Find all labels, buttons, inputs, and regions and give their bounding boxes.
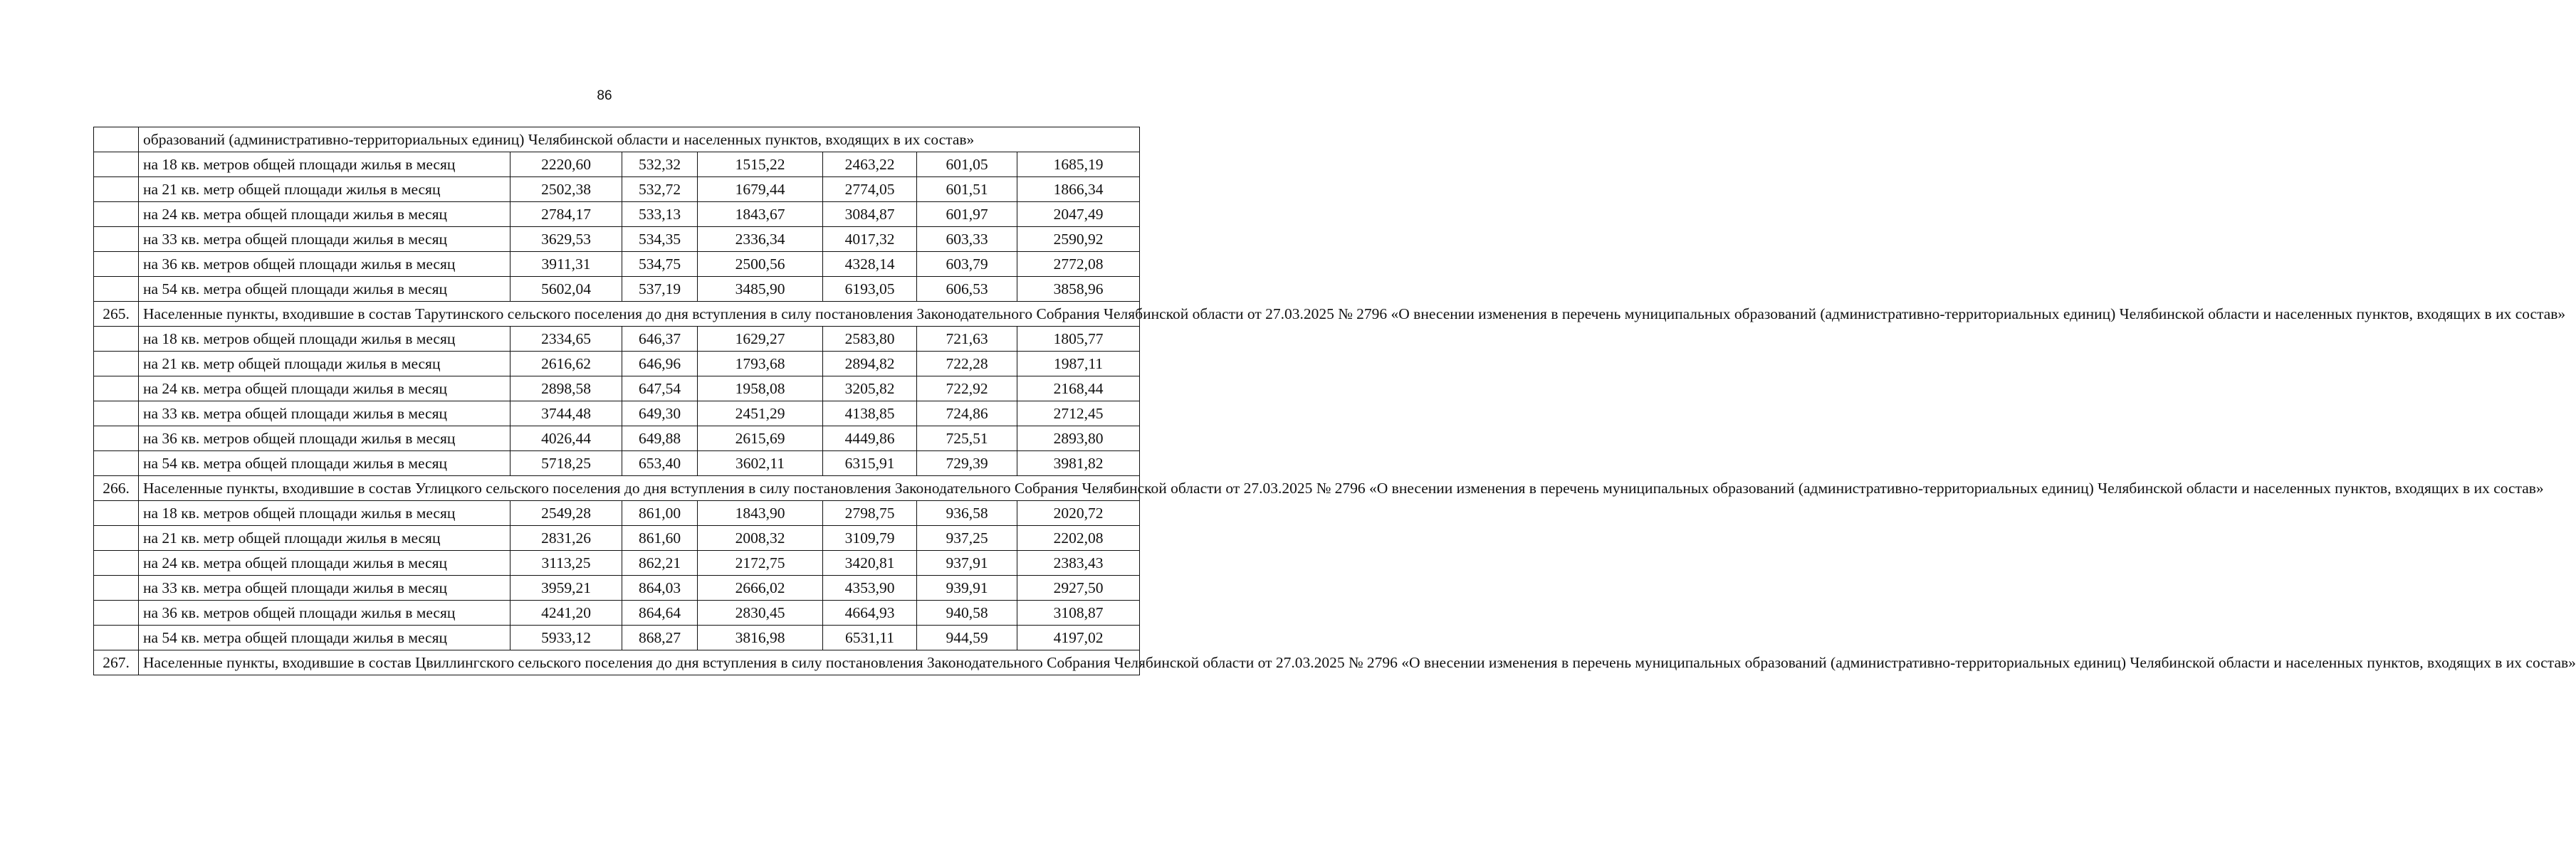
- value-cell: 4353,90: [823, 576, 917, 601]
- row-number-cell: [94, 202, 139, 227]
- value-cell: 1685,19: [1017, 152, 1140, 177]
- value-cell: 646,37: [622, 327, 698, 352]
- row-label: на 18 кв. метров общей площади жилья в месяц: [139, 501, 511, 526]
- value-cell: 2774,05: [823, 177, 917, 202]
- continuation-header-row: [94, 127, 1140, 152]
- value-cell: 1793,68: [698, 352, 823, 376]
- value-cell: 2047,49: [1017, 202, 1140, 227]
- value-cell: 940,58: [917, 601, 1017, 626]
- value-cell: 3744,48: [511, 401, 622, 426]
- value-cell: 1843,90: [698, 501, 823, 526]
- value-cell: 2549,28: [511, 501, 622, 526]
- value-cell: 3981,82: [1017, 451, 1140, 476]
- value-cell: 3629,53: [511, 227, 622, 252]
- value-cell: 3113,25: [511, 551, 622, 576]
- value-cell: 4328,14: [823, 252, 917, 277]
- value-cell: 601,97: [917, 202, 1017, 227]
- row-label: на 24 кв. метра общей площади жилья в месяц: [139, 202, 511, 227]
- table-row: [94, 227, 1140, 252]
- page-number: 86: [597, 88, 612, 103]
- row-label: на 24 кв. метра общей площади жилья в месяц: [139, 376, 511, 401]
- value-cell: 653,40: [622, 451, 698, 476]
- value-cell: 2830,45: [698, 601, 823, 626]
- value-cell: 4241,20: [511, 601, 622, 626]
- value-cell: 944,59: [917, 626, 1017, 650]
- value-cell: 2463,22: [823, 152, 917, 177]
- value-cell: 1515,22: [698, 152, 823, 177]
- value-cell: 3108,87: [1017, 601, 1140, 626]
- value-cell: 534,35: [622, 227, 698, 252]
- table-row: [94, 376, 1140, 401]
- row-number-cell: [94, 152, 139, 177]
- value-cell: 4197,02: [1017, 626, 1140, 650]
- row-number-cell: [94, 177, 139, 202]
- value-cell: 2798,75: [823, 501, 917, 526]
- value-cell: 4026,44: [511, 426, 622, 451]
- value-cell: 2383,43: [1017, 551, 1140, 576]
- value-cell: 2784,17: [511, 202, 622, 227]
- row-label: на 36 кв. метров общей площади жилья в месяц: [139, 252, 511, 277]
- value-cell: 3109,79: [823, 526, 917, 551]
- row-number-cell: [94, 451, 139, 476]
- row-label: на 54 кв. метра общей площади жилья в месяц: [139, 451, 511, 476]
- value-cell: 2894,82: [823, 352, 917, 376]
- value-cell: 2712,45: [1017, 401, 1140, 426]
- row-number-cell: [94, 601, 139, 626]
- value-cell: 6315,91: [823, 451, 917, 476]
- row-label: на 21 кв. метр общей площади жилья в месяц: [139, 177, 511, 202]
- table-body: [94, 127, 2576, 675]
- value-cell: 603,33: [917, 227, 1017, 252]
- section-number: 265.: [94, 302, 139, 327]
- value-cell: 1987,11: [1017, 352, 1140, 376]
- value-cell: 3816,98: [698, 626, 823, 650]
- value-cell: 3959,21: [511, 576, 622, 601]
- section-heading: Населенные пункты, входившие в состав Цвиллингского сельского поселения до дня вступления в силу постановления Законодательного Собрания Челябинской области от 27.03.2025 № 2796 «О внесении изменения в перечень муниципальных образований (административно-территориальных единиц) Челябинской области и населенных пунктов, входящих в их состав»: [139, 650, 1140, 675]
- table-row: [94, 252, 1140, 277]
- value-cell: 649,30: [622, 401, 698, 426]
- section-number: 267.: [94, 650, 139, 675]
- value-cell: 861,60: [622, 526, 698, 551]
- value-cell: 939,91: [917, 576, 1017, 601]
- value-cell: 3420,81: [823, 551, 917, 576]
- value-cell: 534,75: [622, 252, 698, 277]
- continuation-header: образований (административно-территориальных единиц) Челябинской области и населенных пунктов, входящих в их состав»: [139, 127, 1140, 152]
- value-cell: 2168,44: [1017, 376, 1140, 401]
- table-row: [94, 401, 1140, 426]
- value-cell: 533,13: [622, 202, 698, 227]
- row-number-cell: [94, 277, 139, 302]
- value-cell: 649,88: [622, 426, 698, 451]
- value-cell: 936,58: [917, 501, 1017, 526]
- value-cell: 1843,67: [698, 202, 823, 227]
- value-cell: 1805,77: [1017, 327, 1140, 352]
- value-cell: 4664,93: [823, 601, 917, 626]
- table-row: [94, 576, 1140, 601]
- row-number-cell: [94, 327, 139, 352]
- value-cell: 2666,02: [698, 576, 823, 601]
- value-cell: 868,27: [622, 626, 698, 650]
- value-cell: 2927,50: [1017, 576, 1140, 601]
- row-label: на 21 кв. метр общей площади жилья в месяц: [139, 352, 511, 376]
- row-label: на 24 кв. метра общей площади жилья в месяц: [139, 551, 511, 576]
- value-cell: 3205,82: [823, 376, 917, 401]
- value-cell: 532,32: [622, 152, 698, 177]
- value-cell: 937,91: [917, 551, 1017, 576]
- value-cell: 2020,72: [1017, 501, 1140, 526]
- value-cell: 2500,56: [698, 252, 823, 277]
- row-number-cell: [94, 526, 139, 551]
- row-number-cell: [94, 352, 139, 376]
- row-number-cell: [94, 127, 139, 152]
- value-cell: 5933,12: [511, 626, 622, 650]
- table-row: [94, 451, 1140, 476]
- value-cell: 2893,80: [1017, 426, 1140, 451]
- value-cell: 2336,34: [698, 227, 823, 252]
- value-cell: 724,86: [917, 401, 1017, 426]
- value-cell: 2615,69: [698, 426, 823, 451]
- value-cell: 2008,32: [698, 526, 823, 551]
- table-row: [94, 426, 1140, 451]
- table-row: [94, 327, 1140, 352]
- row-number-cell: [94, 576, 139, 601]
- value-cell: 2590,92: [1017, 227, 1140, 252]
- value-cell: 2898,58: [511, 376, 622, 401]
- section-header-row: [94, 650, 1140, 675]
- value-cell: 1958,08: [698, 376, 823, 401]
- table-row: [94, 277, 1140, 302]
- table-row: [94, 202, 1140, 227]
- table-row: [94, 501, 1140, 526]
- section-heading: Населенные пункты, входившие в состав Углицкого сельского поселения до дня вступления в силу постановления Законодательного Собрания Челябинской области от 27.03.2025 № 2796 «О внесении изменения в перечень муниципальных образований (административно-территориальных единиц) Челябинской области и населенных пунктов, входящих в их состав»: [139, 476, 1140, 501]
- value-cell: 864,64: [622, 601, 698, 626]
- value-cell: 3911,31: [511, 252, 622, 277]
- section-heading: Населенные пункты, входившие в состав Тарутинского сельского поселения до дня вступления в силу постановления Законодательного Собрания Челябинской области от 27.03.2025 № 2796 «О внесении изменения в перечень муниципальных образований (административно-территориальных единиц) Челябинской области и населенных пунктов, входящих в их состав»: [139, 302, 1140, 327]
- value-cell: 2202,08: [1017, 526, 1140, 551]
- value-cell: 2502,38: [511, 177, 622, 202]
- value-cell: 4138,85: [823, 401, 917, 426]
- value-cell: 1629,27: [698, 327, 823, 352]
- row-number-cell: [94, 376, 139, 401]
- value-cell: 537,19: [622, 277, 698, 302]
- value-cell: 601,05: [917, 152, 1017, 177]
- row-number-cell: [94, 626, 139, 650]
- value-cell: 722,92: [917, 376, 1017, 401]
- table-row: [94, 626, 1140, 650]
- row-label: на 36 кв. метров общей площади жилья в месяц: [139, 601, 511, 626]
- table-row: [94, 551, 1140, 576]
- value-cell: 722,28: [917, 352, 1017, 376]
- row-label: на 36 кв. метров общей площади жилья в месяц: [139, 426, 511, 451]
- row-label: на 54 кв. метра общей площади жилья в месяц: [139, 277, 511, 302]
- row-label: на 33 кв. метра общей площади жилья в месяц: [139, 576, 511, 601]
- value-cell: 2772,08: [1017, 252, 1140, 277]
- value-cell: 3602,11: [698, 451, 823, 476]
- value-cell: 721,63: [917, 327, 1017, 352]
- value-cell: 2616,62: [511, 352, 622, 376]
- value-cell: 725,51: [917, 426, 1017, 451]
- row-label: на 18 кв. метров общей площади жилья в месяц: [139, 152, 511, 177]
- section-number: 266.: [94, 476, 139, 501]
- value-cell: 937,25: [917, 526, 1017, 551]
- value-cell: 601,51: [917, 177, 1017, 202]
- row-number-cell: [94, 252, 139, 277]
- value-cell: 2831,26: [511, 526, 622, 551]
- table-row: [94, 601, 1140, 626]
- section-header-row: [94, 476, 1140, 501]
- value-cell: 2451,29: [698, 401, 823, 426]
- value-cell: 6193,05: [823, 277, 917, 302]
- value-cell: 4449,86: [823, 426, 917, 451]
- value-cell: 2172,75: [698, 551, 823, 576]
- value-cell: 6531,11: [823, 626, 917, 650]
- value-cell: 861,00: [622, 501, 698, 526]
- row-number-cell: [94, 227, 139, 252]
- value-cell: 4017,32: [823, 227, 917, 252]
- value-cell: 603,79: [917, 252, 1017, 277]
- row-label: на 54 кв. метра общей площади жилья в месяц: [139, 626, 511, 650]
- row-label: на 33 кв. метра общей площади жилья в месяц: [139, 401, 511, 426]
- value-cell: 3858,96: [1017, 277, 1140, 302]
- row-label: на 33 кв. метра общей площади жилья в месяц: [139, 227, 511, 252]
- value-cell: 3084,87: [823, 202, 917, 227]
- value-cell: 647,54: [622, 376, 698, 401]
- table-row: [94, 177, 1140, 202]
- table-row: [94, 352, 1140, 376]
- row-label: на 18 кв. метров общей площади жилья в месяц: [139, 327, 511, 352]
- value-cell: 2220,60: [511, 152, 622, 177]
- row-number-cell: [94, 401, 139, 426]
- value-cell: 1679,44: [698, 177, 823, 202]
- value-cell: 2334,65: [511, 327, 622, 352]
- row-number-cell: [94, 551, 139, 576]
- value-cell: 1866,34: [1017, 177, 1140, 202]
- value-cell: 862,21: [622, 551, 698, 576]
- row-number-cell: [94, 501, 139, 526]
- value-cell: 532,72: [622, 177, 698, 202]
- tariff-table: [93, 127, 2576, 675]
- value-cell: 5602,04: [511, 277, 622, 302]
- row-label: на 21 кв. метр общей площади жилья в месяц: [139, 526, 511, 551]
- value-cell: 864,03: [622, 576, 698, 601]
- value-cell: 606,53: [917, 277, 1017, 302]
- section-header-row: [94, 302, 1140, 327]
- row-number-cell: [94, 426, 139, 451]
- table-row: [94, 526, 1140, 551]
- value-cell: 5718,25: [511, 451, 622, 476]
- value-cell: 2583,80: [823, 327, 917, 352]
- value-cell: 729,39: [917, 451, 1017, 476]
- value-cell: 646,96: [622, 352, 698, 376]
- value-cell: 3485,90: [698, 277, 823, 302]
- table-row: [94, 152, 1140, 177]
